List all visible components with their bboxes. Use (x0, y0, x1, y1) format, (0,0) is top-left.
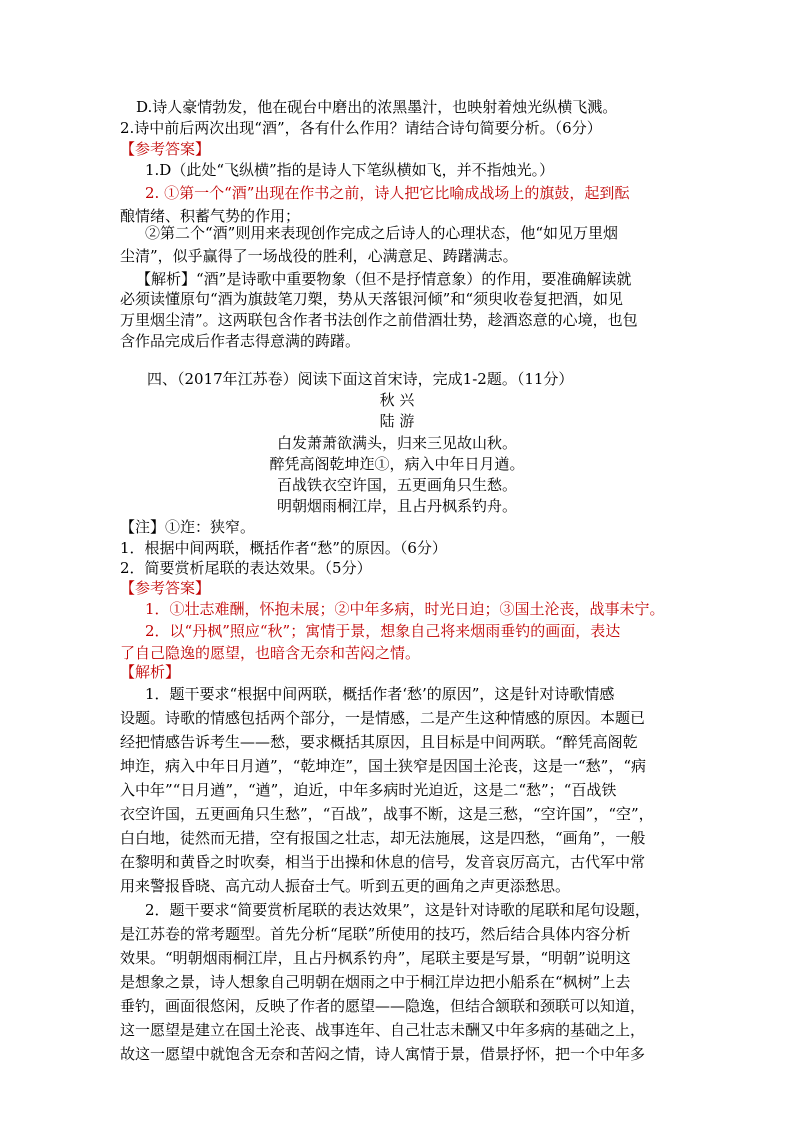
analysis-line: 用来警报昏晓、高亢动人振奋士气。听到五更的画角之声更添愁思。 (120, 877, 571, 895)
analysis-line: 1．题干要求“根据中间两联，概括作者‘愁’的原因”，这是针对诗歌情感 (145, 685, 615, 703)
poem-author: 陆 游 (379, 412, 415, 430)
analysis-line: 垂钓，画面很悠闲，反映了作者的愿望——隐逸，但结合颔联和颈联可以知道， (120, 997, 646, 1015)
analysis-line-3: 万里烟尘清”。这两联包含作者书法创作之前借酒壮势，趁酒恣意的心境，也包 (120, 311, 638, 329)
poem-line: 醉凭高阁乾坤迮①，病入中年日月遒。 (269, 455, 525, 473)
analysis-line: 这一愿望是建立在国土沦丧、战事连年、自己壮志未酬又中年多病的基础之上， (120, 1021, 646, 1039)
answer-2-part2-line2: 尘清”，似乎赢得了一场战役的胜利，心满意足、踌躇满志。 (120, 247, 518, 265)
poem-line: 白发萧萧欲满头，归来三见故山秋。 (276, 434, 517, 452)
question-2: 2．简要赏析尾联的表达效果。（5分） (120, 559, 372, 577)
analysis-line: 2．题干要求“简要赏析尾联的表达效果”，这是针对诗歌的尾联和尾句设题， (145, 901, 650, 919)
analysis-line-2: 必须读懂原句“酒为旗鼓笔刀槊，势从天落银河倾”和“须臾收卷复把酒，如见 (120, 290, 624, 308)
option-d: D.诗人豪情勃发，他在砚台中磨出的浓黑墨汁，也映射着烛光纵横飞溅。 (136, 98, 618, 116)
analysis-heading: 【解析】 (120, 663, 181, 681)
section-heading: 四、（2017年江苏卷）阅读下面这首宋诗，完成1-2题。（11分） (147, 370, 574, 388)
analysis-line-1: 【解析】“酒”是诗歌中重要物象（但不是抒情意象）的作用，要准确解读就 (136, 270, 632, 288)
analysis-line: 在黎明和黄昏之时吹奏，相当于出操和休息的信号，发音哀厉高亢，古代军中常 (120, 853, 646, 871)
note: 【注】①迮：狭窄。 (120, 518, 256, 536)
answer-2-part1-line1: 2. ①第一个“酒”出现在作书之前，诗人把它比喻成战场上的旗鼓，起到酝 (145, 184, 630, 202)
poem-line: 明朝烟雨桐江岸，且占丹枫系钓舟。 (276, 497, 517, 515)
analysis-line: 故这一愿望中就饱含无奈和苦闷之情，诗人寓情于景，借景抒怀，把一个中年多 (120, 1045, 646, 1063)
analysis-line: 白白地，徒然而无措，空有报国之壮志，却无法施展，这是四愁，“画角”，一般 (120, 829, 646, 847)
analysis-line: 效果。“明朝烟雨桐江岸，且占丹枫系钓舟”，尾联主要是写景，“明朝”说明这 (120, 949, 631, 967)
question-2: 2.诗中前后两次出现“酒”，各有什么作用？请结合诗句简要分析。（6分） (120, 119, 602, 137)
answer-1: 1．①壮志难酬，怀抱未展；②中年多病，时光日迫；③国土沦丧，战事未宁。 (145, 600, 665, 618)
analysis-line: 衣空许国，五更画角只生愁”，“百战”，战事不断，这是三愁，“空许国”，“空”， (120, 805, 654, 823)
answer-heading: 【参考答案】 (120, 140, 211, 158)
analysis-line: 入中年”“日月遒”，“遒”，迫近，中年多病时光迫近，这是二“愁”；“百战铁 (120, 781, 617, 799)
analysis-line: 经把情感告诉考生——愁，要求概括其原因，且目标是中间两联。“醉凭高阁乾 (120, 733, 638, 751)
answer-2-line1: 2．以“丹枫”照应“秋”；寓情于景，想象自己将来烟雨垂钓的画面，表达 (145, 622, 621, 640)
question-1: 1．根据中间两联，概括作者“愁”的原因。（6分） (120, 539, 447, 557)
answer-1: 1.D（此处“飞纵横”指的是诗人下笔纵横如飞，并不指烛光。） (145, 161, 555, 179)
analysis-line: 坤迮，病入中年日月遒”，“乾坤迮”，国土狭窄是因国土沦丧，这是一“愁”，“病 (120, 757, 647, 775)
answer-2-part2-line1: ②第二个“酒”则用来表现创作完成之后诗人的心理状态，他“如见万里烟 (145, 224, 619, 242)
answer-2-line2: 了自己隐逸的愿望，也暗含无奈和苦闷之情。 (120, 644, 421, 662)
poem-title: 秋 兴 (379, 391, 415, 409)
poem-line: 百战铁衣空许国，五更画角只生愁。 (276, 476, 517, 494)
analysis-line-4: 含作品完成后作者志得意满的踌躇。 (120, 332, 361, 350)
analysis-line: 设题。诗歌的情感包括两个部分，一是情感，二是产生这种情感的原因。本题已 (120, 709, 646, 727)
analysis-line: 是想象之景，诗人想象自己明朝在烟雨之中于桐江岸边把小船系在“枫树”上去 (120, 973, 631, 991)
answer-2-part1-line2: 酿情绪、积蓄气势的作用； (120, 207, 301, 225)
answer-heading: 【参考答案】 (120, 579, 211, 597)
analysis-line: 是江苏卷的常考题型。首先分析“尾联”所使用的技巧，然后结合具体内容分析 (120, 925, 631, 943)
